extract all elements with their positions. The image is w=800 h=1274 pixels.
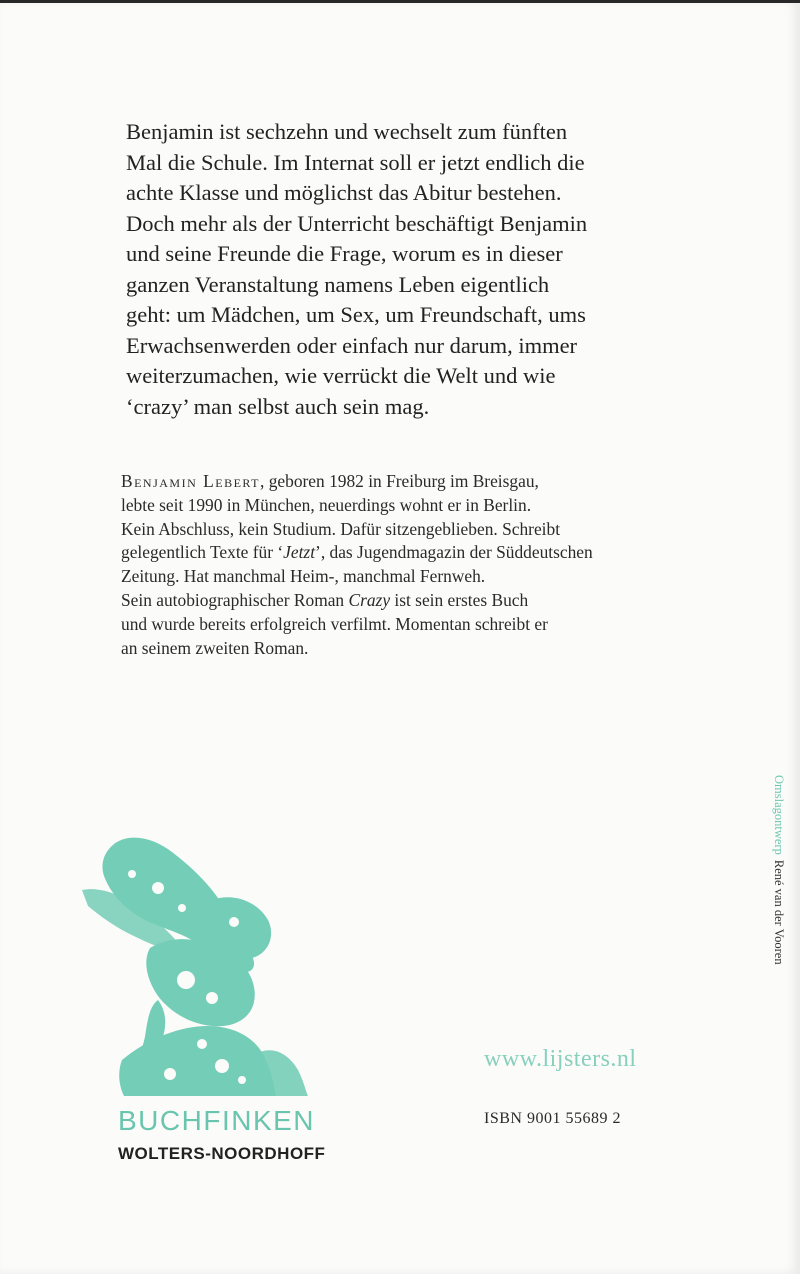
bio-line — [121, 589, 661, 613]
blurb-paragraph — [126, 117, 656, 422]
publisher-name: WOLTERS-NOORDHOFF — [118, 1144, 326, 1163]
blurb-line: achte Klasse und möglichst das Abitur bestehen. — [126, 180, 562, 205]
author-bio — [121, 470, 661, 660]
blurb-line: ‘crazy’ man selbst auch sein mag. — [126, 393, 430, 419]
credit-label: Omslagontwerp — [772, 775, 786, 855]
bio-line: und wurde bereits erfolgreich verfilmt. Momentan schreibt er — [121, 613, 548, 634]
bird-on-rock-icon — [62, 830, 322, 1098]
bio-line — [121, 541, 661, 565]
imprint-name: BUCHFINKEN — [118, 1105, 316, 1136]
bio-line — [121, 470, 661, 494]
cover-design-credit — [768, 775, 798, 1015]
website-url: www.lijsters.nl — [484, 1046, 637, 1072]
blurb-line: Benjamin ist sechzehn und wechselt zum fünften — [126, 119, 568, 144]
blurb-line: weiterzumachen, wie verrückt die Welt und wie — [126, 363, 556, 388]
book-title: Crazy — [348, 589, 391, 610]
bio-text: ’, das Jugendmagazin der Süddeutschen — [315, 542, 593, 563]
bio-line: Kein Abschluss, kein Studium. Dafür sitzengeblieben. Schreibt — [121, 518, 561, 539]
author-name: Benjamin Lebert — [121, 471, 261, 491]
bio-text: gelegentlich Texte für ‘ — [121, 542, 284, 563]
bio-text: , geboren 1982 in Freiburg im Breisgau, — [260, 471, 539, 491]
bio-text: Sein autobiographischer Roman — [121, 589, 349, 610]
isbn: ISBN 9001 55689 2 — [484, 1110, 621, 1127]
blurb-line: Mal die Schule. Im Internat soll er jetzt endlich die — [126, 149, 585, 175]
blurb-line: und seine Freunde die Frage, worum es in dieser — [126, 241, 563, 266]
bio-line: Zeitung. Hat manchmal Heim-, manchmal Fernweh. — [121, 566, 486, 587]
blurb-line: ganzen Veranstaltung namens Leben eigentlich — [126, 271, 550, 297]
credit-name: René van der Vooren — [772, 859, 786, 965]
blurb-line: geht: um Mädchen, um Sex, um Freundschaft, ums — [126, 302, 586, 327]
bio-line: an seinem zweiten Roman. — [121, 637, 309, 658]
bio-line: lebte seit 1990 in München, neuerdings wohnt er in Berlin. — [121, 494, 532, 515]
bio-text: ist sein erstes Buch — [390, 589, 529, 610]
magazine-name: Jetzt — [283, 542, 316, 563]
blurb-line: Doch mehr als der Unterricht beschäftigt Benjamin — [126, 210, 588, 236]
blurb-line: Erwachsenwerden oder einfach nur darum, immer — [126, 332, 578, 358]
